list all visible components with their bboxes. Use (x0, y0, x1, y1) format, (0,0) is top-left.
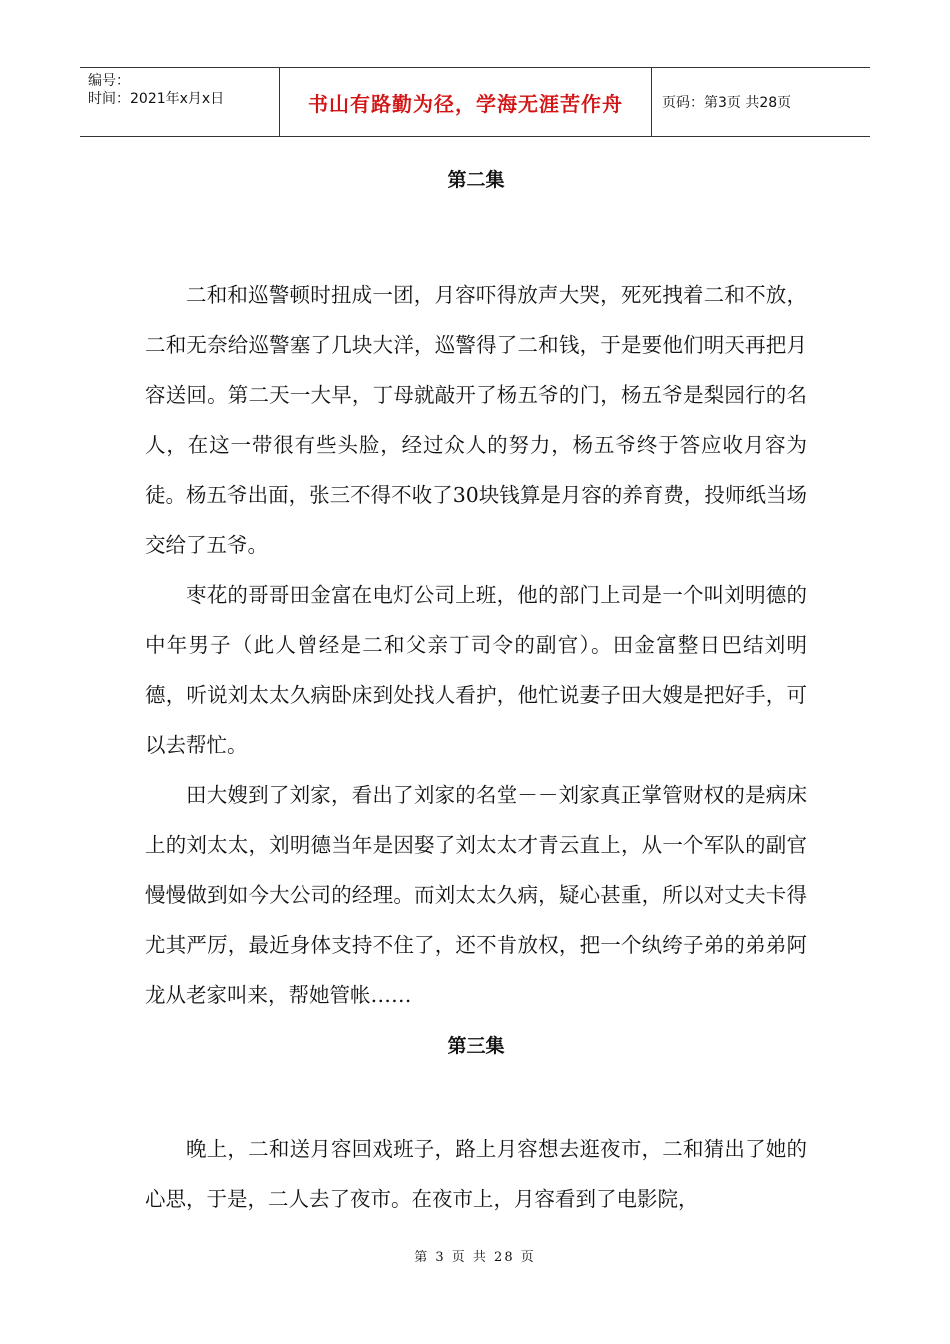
serial-label: 编号： (88, 73, 130, 89)
paragraph: 晚上，二和送月容回戏班子，路上月容想去逛夜市，二和猜出了她的心思，于是，二人去了夜市。在夜市上，月容看到了电影院， (145, 1137, 807, 1211)
header-page-code: 页码：第3页 共28页 (662, 95, 792, 111)
page-footer: 第 3 页 共 28 页 (414, 1250, 536, 1265)
paragraph: 二和和巡警顿时扭成一团，月容吓得放声大哭，死死拽着二和不放，二和无奈给巡警塞了几块大洋，巡警得了二和钱，于是要他们明天再把月容送回。第二天一大早，丁母就敲开了杨五爷的门，杨五爷是梨园行的名人，在这一带很有些头脸，经过众人的努力，杨五爷终于答应收月容为徒。杨五爷出面，张三不得不收了30块钱算是月容的养育费，投师纸当场交给了五爷。 (145, 283, 807, 557)
section-title-episode-3: 第三集 (447, 1035, 505, 1057)
header-table (80, 67, 870, 137)
paragraph: 枣花的哥哥田金富在电灯公司上班，他的部门上司是一个叫刘明德的中年男子（此人曾经是二和父亲丁司令的副官）。田金富整日巴结刘明德，听说刘太太久病卧床到处找人看护，他忙说妻子田大嫂是把好手，可以去帮忙。 (145, 583, 807, 757)
header-meta (80, 68, 280, 136)
paragraph: 田大嫂到了刘家，看出了刘家的名堂－－刘家真正掌管财权的是病床上的刘太太，刘明德当年是因娶了刘太太才青云直上，从一个军队的副官慢慢做到如今大公司的经理。而刘太太久病，疑心甚重，所以对丈夫卡得尤其严厉，最近身体支持不住了，还不肯放权，把一个纨绔子弟的弟弟阿龙从老家叫来，帮她管帐…… (145, 783, 807, 1007)
section-title-episode-2: 第二集 (447, 169, 505, 191)
spacer (145, 1066, 807, 1124)
time-label: 时间：2021年x月x日 (88, 91, 225, 107)
header-motto: 书山有路勤为径，学海无涯苦作舟 (280, 68, 652, 136)
page-content (145, 160, 807, 1224)
spacer (145, 200, 807, 270)
